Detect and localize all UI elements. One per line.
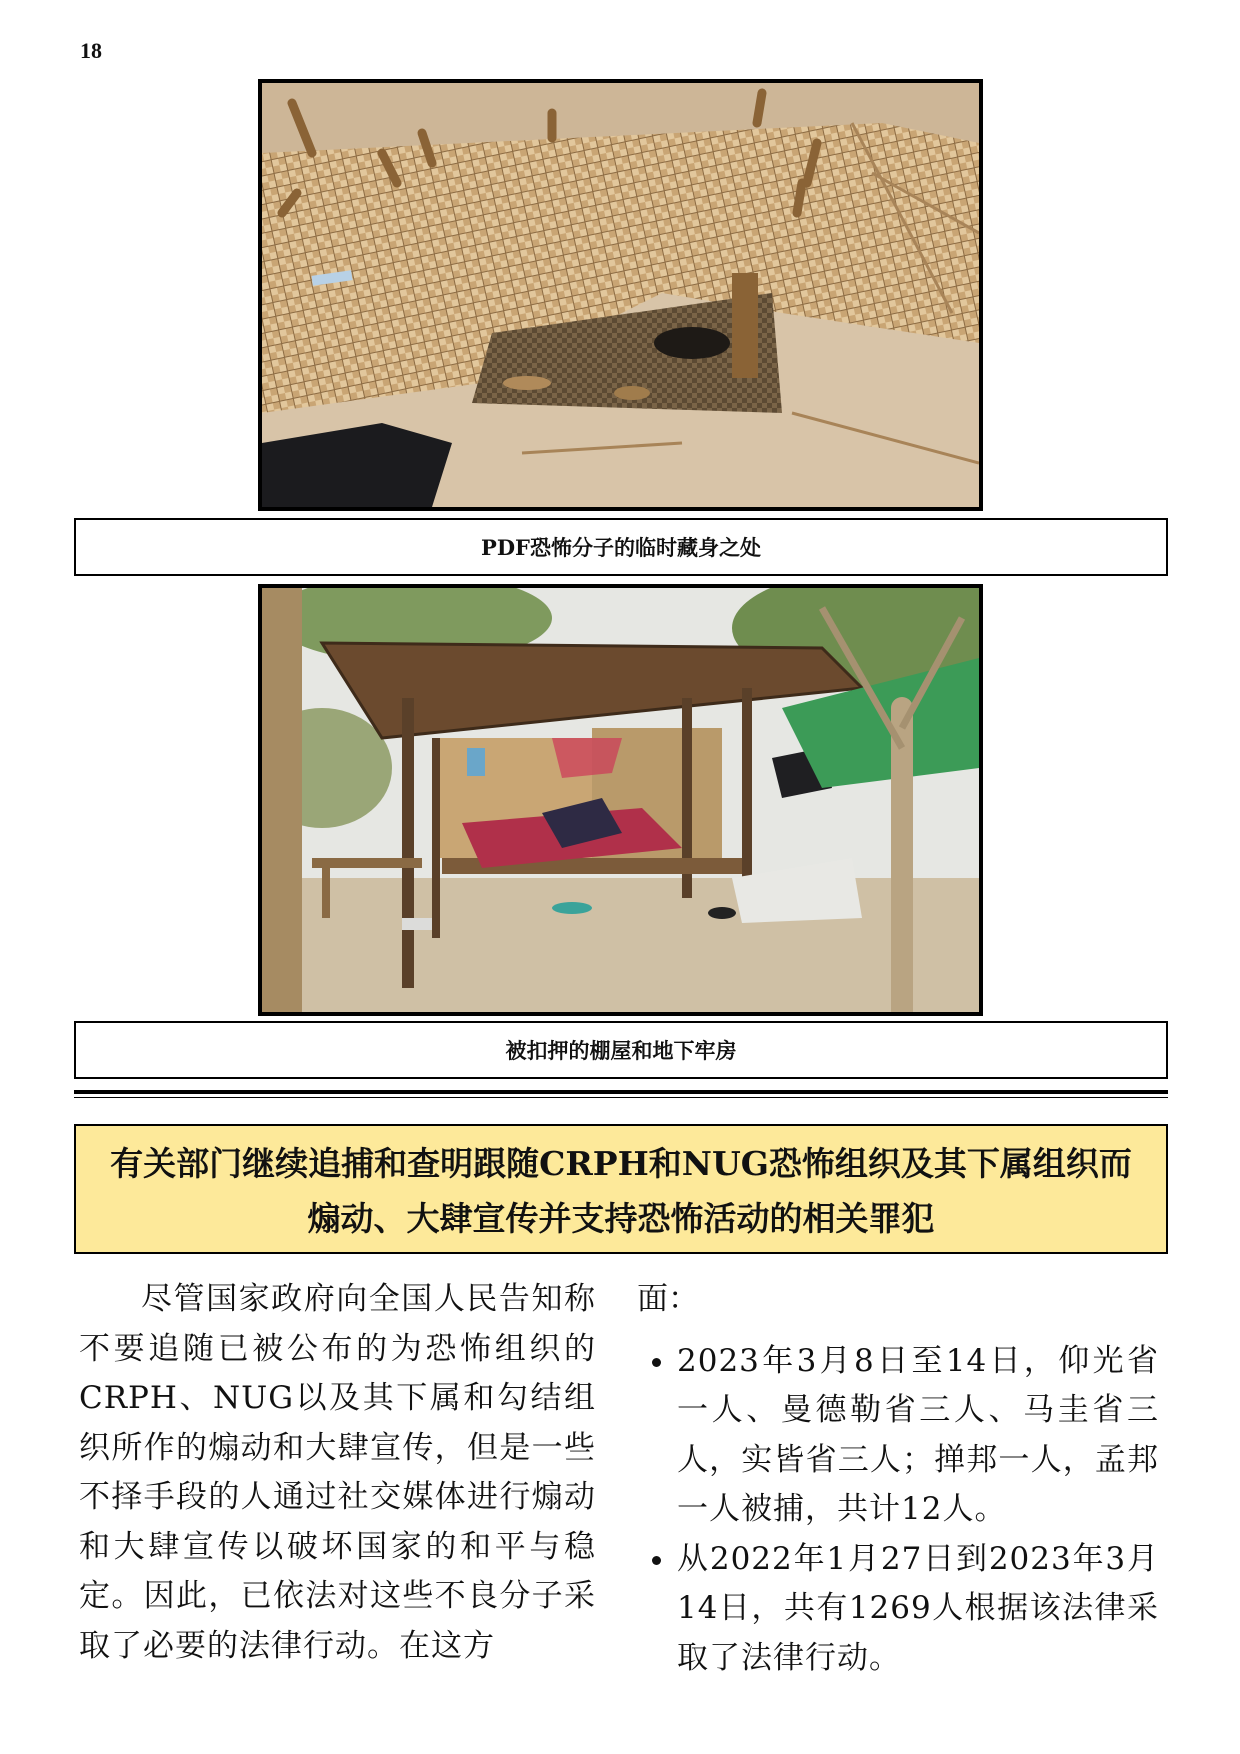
page-number: 18 <box>80 38 102 63</box>
hideout-photo <box>258 79 983 511</box>
hideout-photo-image <box>262 83 979 507</box>
hideout-photo-caption: PDF恐怖分子的临时藏身之处 <box>74 518 1168 576</box>
article-paragraph-continuation: 面： <box>637 1281 699 1317</box>
article-column-right <box>637 1275 1159 1683</box>
headline <box>74 1124 1168 1254</box>
seized-hut-photo-caption: 被扣押的棚屋和地下牢房 <box>74 1021 1168 1079</box>
section-divider-thick <box>74 1090 1168 1094</box>
arrest-statistics-list <box>637 1337 1159 1684</box>
list-item: • 从2022年1月27日到2023年3月14日，共有1269人根据该法律采取了法律行动。 <box>677 1535 1159 1684</box>
section-divider-thin <box>74 1097 1168 1098</box>
seized-hut-photo <box>258 584 983 1016</box>
list-item: • 2023年3月8日至14日，仰光省一人、曼德勒省三人、马圭省三人，实皆省三人；掸邦一人，孟邦一人被捕，共计12人。 <box>677 1337 1159 1535</box>
article-paragraph: 尽管国家政府向全国人民告知称不要追随已被公布的为恐怖组织的CRPH、NUG以及其下属和勾结组织所作的煽动和大肆宣传，但是一些不择手段的人通过社交媒体进行煽动和大肆宣传以破坏国家的和平与稳定。因此，已依法对这些不良分子采取了必要的法律行动。在这方 <box>79 1281 596 1664</box>
article-column-left <box>79 1275 596 1671</box>
seized-hut-photo-image <box>262 588 979 1012</box>
headline-line-2: 煽动、大肆宣传并支持恐怖活动的相关罪犯 <box>307 1199 935 1238</box>
headline-line-1: 有关部门继续追捕和查明跟随CRPH和NUG恐怖组织及其下属组织而 <box>110 1144 1132 1183</box>
